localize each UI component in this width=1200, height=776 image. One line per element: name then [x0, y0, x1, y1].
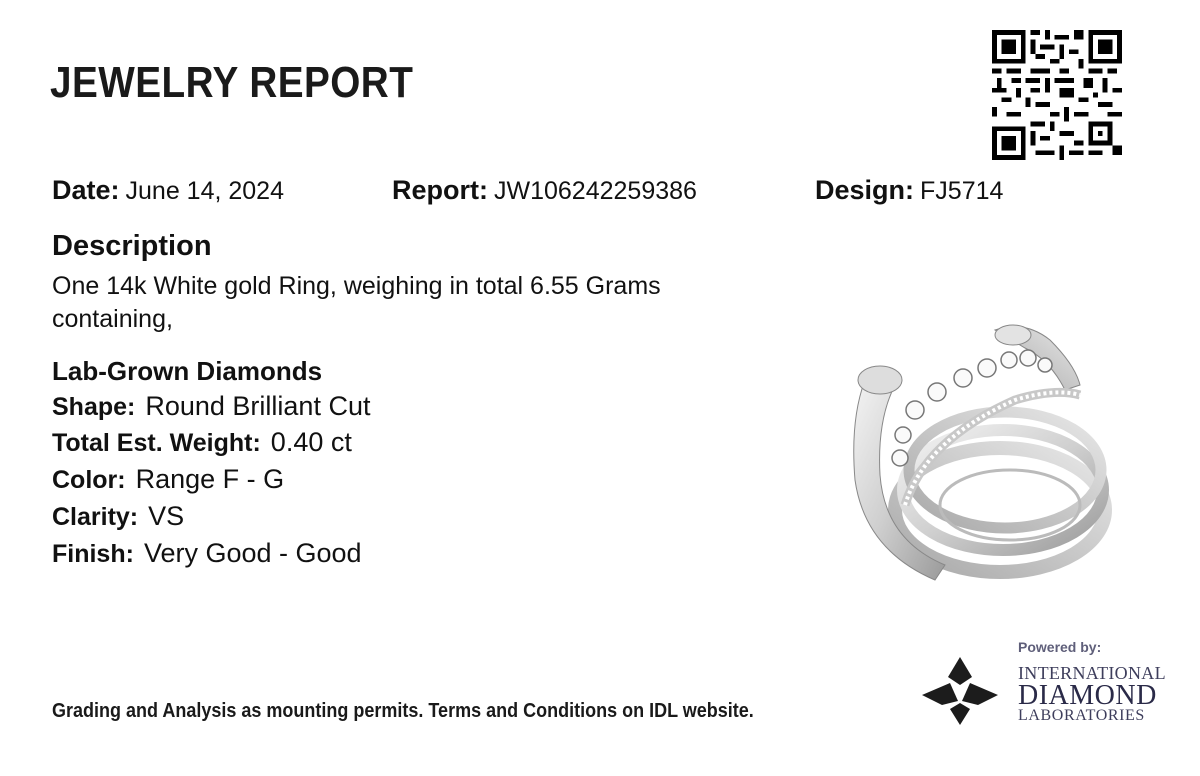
spec-row-clarity — [52, 501, 184, 532]
spec-label: Color: — [52, 466, 126, 494]
date-field — [52, 175, 284, 206]
description-text: One 14k White gold Ring, weighing in total 6.55 Grams containing, — [52, 272, 661, 333]
spec-row-finish — [52, 538, 362, 569]
powered-by-label: Powered by: — [1018, 639, 1102, 655]
spec-row-color — [52, 464, 284, 495]
description-heading: Description — [52, 230, 212, 262]
design-label: Design: — [815, 175, 915, 205]
spec-row-weight — [52, 427, 352, 458]
report-title: JEWELRY REPORT — [50, 58, 414, 107]
report-label: Report: — [392, 175, 488, 205]
ring-photo — [825, 310, 1125, 600]
spec-value: 0.40 ct — [270, 427, 352, 457]
design-field — [815, 175, 1003, 206]
brand-line-diamond: DIAMOND — [1018, 680, 1157, 711]
date-value: June 14, 2024 — [125, 177, 284, 205]
report-value: JW106242259386 — [494, 177, 697, 205]
stones-heading: Lab-Grown Diamonds — [52, 356, 323, 386]
spec-row-shape — [52, 391, 370, 422]
date-label: Date: — [52, 175, 120, 205]
brand-line-international: INTERNATIONAL — [1018, 663, 1166, 683]
brand-line-laboratories: LABORATORIES — [1018, 707, 1145, 724]
spec-label: Total Est. Weight: — [52, 429, 261, 457]
spec-label: Finish: — [52, 540, 134, 568]
design-value: FJ5714 — [920, 177, 1004, 205]
report-field — [392, 175, 697, 206]
spec-value: VS — [148, 501, 185, 531]
idl-logo-icon — [920, 655, 1000, 727]
qr-code-icon — [990, 30, 1124, 160]
spec-value: Very Good - Good — [143, 538, 362, 568]
spec-value: Round Brilliant Cut — [145, 391, 371, 421]
spec-value: Range F - G — [135, 464, 285, 494]
spec-label: Clarity: — [52, 503, 139, 531]
spec-label: Shape: — [52, 393, 136, 421]
terms-note: Grading and Analysis as mounting permits. Terms and Conditions on IDL website. — [52, 700, 754, 722]
